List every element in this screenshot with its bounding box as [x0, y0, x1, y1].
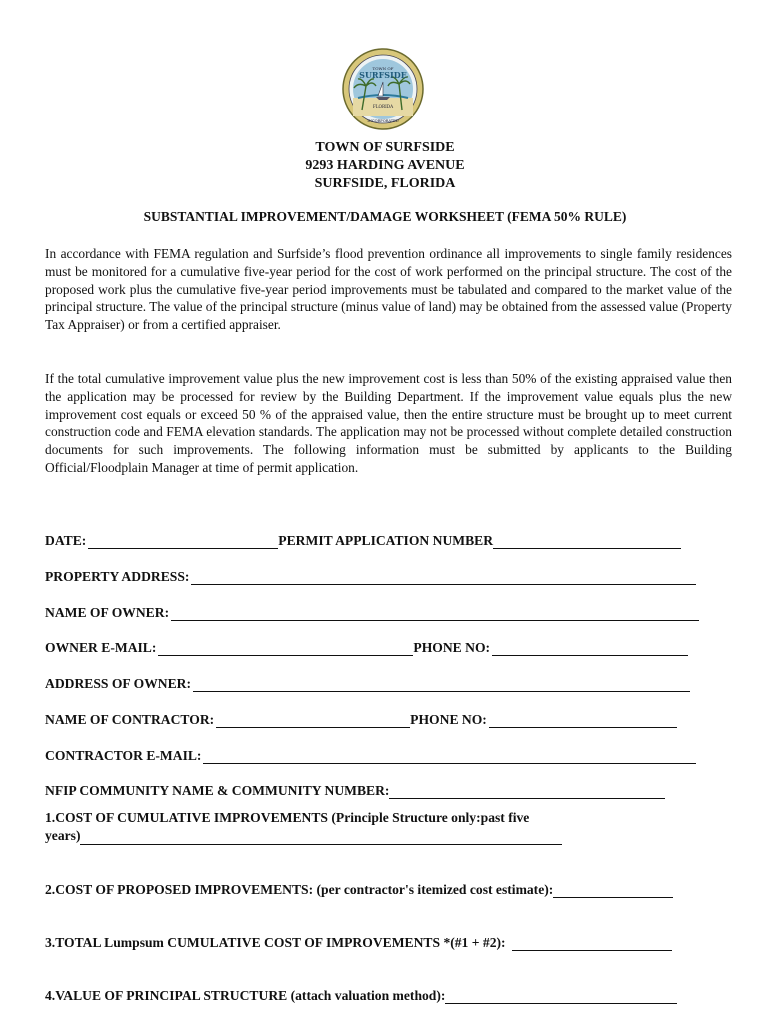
contractor-email-field[interactable] — [203, 750, 696, 764]
contractor-email-label: CONTRACTOR E-MAIL: — [45, 748, 202, 763]
item1-field[interactable] — [80, 831, 562, 845]
nfip-field[interactable] — [389, 785, 665, 799]
permit-number-label: PERMIT APPLICATION NUMBER — [278, 533, 494, 548]
owner-name-label: NAME OF OWNER: — [45, 605, 170, 620]
owner-address-row — [45, 674, 690, 692]
date-permit-row — [45, 531, 681, 549]
item3-row — [45, 933, 672, 951]
town-header — [0, 139, 770, 193]
town-seal-logo — [342, 48, 424, 130]
item3-label: 3.TOTAL Lumpsum CUMULATIVE COST OF IMPROVEMENTS *(#1 + #2): — [45, 935, 506, 950]
nfip-label: NFIP COMMUNITY NAME & COMMUNITY NUMBER: — [45, 783, 390, 798]
property-address-label: PROPERTY ADDRESS: — [45, 569, 190, 584]
item4-field[interactable] — [445, 990, 677, 1004]
seal-top-text: TOWN OF — [372, 66, 394, 71]
item1-block — [45, 809, 735, 845]
contractor-name-field[interactable] — [216, 714, 410, 728]
header-street: 9293 HARDING AVENUE — [305, 158, 465, 173]
contractor-name-label: NAME OF CONTRACTOR: — [45, 712, 215, 727]
contractor-phone-label: PHONE NO: — [410, 712, 487, 727]
item2-label: 2.COST OF PROPOSED IMPROVEMENTS: (per contractor's itemized cost estimate): — [45, 882, 554, 897]
date-field[interactable] — [88, 535, 278, 549]
owner-phone-field[interactable] — [492, 642, 688, 656]
owner-email-label: OWNER E-MAIL: — [45, 640, 157, 655]
item1-years-label: years) — [45, 828, 81, 843]
item4-row — [45, 986, 677, 1004]
intro-paragraph: In accordance with FEMA regulation and Surfside’s flood prevention ordinance all improvements to single family residences must be monitored for a cumulative five-year period for the cost of work performed on the principal structure. The cost of the proposed work plus the cumulative five-year period improvements must be tabulated and compared to the market value of the principal structure. The value of the principal structure (minus value of land) may be obtained from the assessed value (Property Tax Appraiser) or from a certified appraiser. — [45, 246, 732, 333]
contractor-email-row — [45, 746, 696, 764]
permit-number-field[interactable] — [493, 535, 681, 549]
seal-state: FLORIDA — [372, 104, 394, 109]
owner-address-label: ADDRESS OF OWNER: — [45, 676, 192, 691]
item4-label: 4.VALUE OF PRINCIPAL STRUCTURE (attach valuation method): — [45, 988, 446, 1003]
item1-label: 1.COST OF CUMULATIVE IMPROVEMENTS (Principle Structure only:past five — [45, 810, 530, 825]
item2-row — [45, 880, 673, 898]
rules-paragraph: If the total cumulative improvement value plus the new improvement cost is less than 50% of the existing appraised value then the application may be processed for review by the Building Department. If the improvement value equals plus the new improvement cost equals or exceed 50 % of the appraised value, then the entire structure must be brought up to meet current construction code and FEMA elevation standards. The application may not be processed without complete detailed construction documents for such improvements. The following information must be submitted by applicants to the Building Official/Floodplain Manager at time of permit application. — [45, 371, 732, 475]
document-title: SUBSTANTIAL IMPROVEMENT/DAMAGE WORKSHEET (FEMA 50% RULE) — [143, 209, 627, 224]
property-address-row — [45, 567, 696, 585]
owner-phone-label: PHONE NO: — [413, 640, 491, 655]
owner-name-row — [45, 603, 699, 621]
contractor-row — [45, 710, 677, 728]
seal-bottom-text: INCORPORATED — [367, 119, 399, 123]
item2-field[interactable] — [553, 884, 673, 898]
owner-address-field[interactable] — [193, 678, 690, 692]
contractor-phone-field[interactable] — [489, 714, 677, 728]
item3-field[interactable] — [512, 937, 672, 951]
owner-name-field[interactable] — [171, 607, 699, 621]
item1-line2 — [45, 827, 735, 845]
seal-name: SURFSIDE — [359, 70, 407, 80]
nfip-row — [45, 781, 665, 799]
owner-email-field[interactable] — [158, 642, 413, 656]
header-city: SURFSIDE, FLORIDA — [314, 176, 456, 191]
owner-email-row — [45, 638, 688, 656]
date-label: DATE: — [45, 533, 87, 548]
header-town-name: TOWN OF SURFSIDE — [315, 140, 455, 155]
property-address-field[interactable] — [191, 571, 696, 585]
